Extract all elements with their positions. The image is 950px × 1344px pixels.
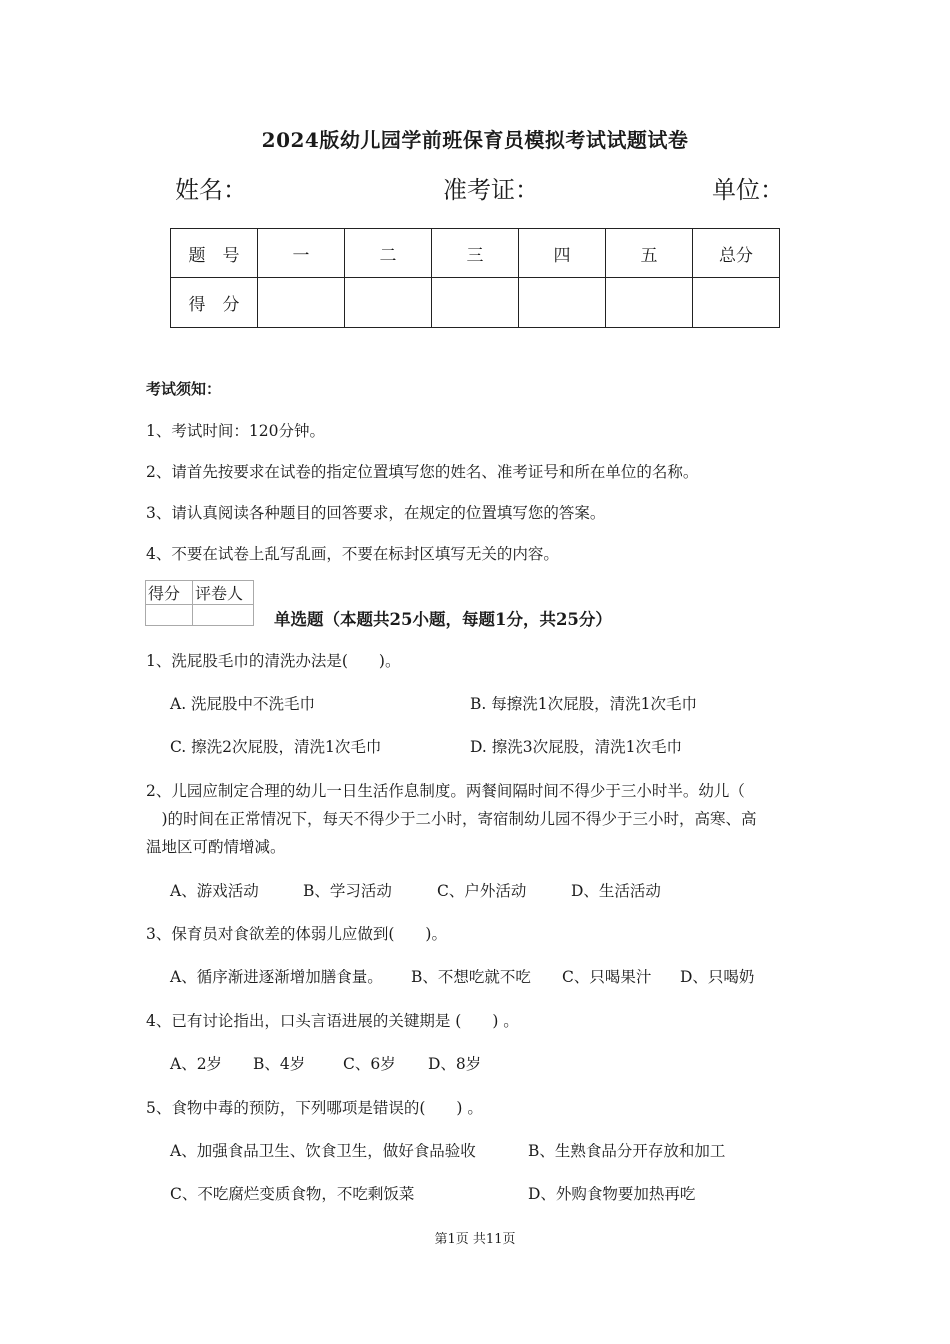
score-header-cell: 总分 [693, 229, 780, 278]
score-header-cell: 一 [258, 229, 345, 278]
answer-option[interactable]: B、学习活动 [303, 882, 392, 900]
question-stem: 4、已有讨论指出，口头言语进展的关键期是 ( ) 。 [146, 1012, 519, 1030]
grader-score-label: 得分 [146, 581, 193, 605]
section-title: 单选题（本题共25小题，每题1分，共25分） [274, 610, 612, 629]
question-stem: 3、保育员对食欲差的体弱儿应做到( )。 [146, 925, 447, 943]
exam-id-label: 准考证： [443, 176, 539, 204]
notice-item: 3、请认真阅读各种题目的回答要求，在规定的位置填写您的答案。 [146, 504, 606, 522]
question-stem: 5、食物中毒的预防，下列哪项是错误的( ) 。 [146, 1099, 483, 1117]
question-stem: )的时间在正常情况下，每天不得少于二小时，寄宿制幼儿园不得少于三小时，高寒、高 [146, 810, 757, 828]
score-row-label: 得 分 [171, 278, 258, 328]
answer-option[interactable]: A、2岁 [170, 1055, 223, 1073]
answer-option[interactable]: C、不吃腐烂变质食物，不吃剩饭菜 [170, 1185, 415, 1203]
score-header-cell: 二 [345, 229, 432, 278]
grader-name-cell[interactable] [193, 605, 254, 626]
answer-option[interactable]: A、加强食品卫生、饮食卫生，做好食品验收 [170, 1142, 476, 1160]
question-stem: 2、儿园应制定合理的幼儿一日生活作息制度。两餐间隔时间不得少于三小时半。幼儿（ [146, 782, 745, 800]
answer-option[interactable]: B、不想吃就不吃 [411, 968, 531, 986]
grader-score-cell[interactable] [146, 605, 193, 626]
question-stem: 温地区可酌情增减。 [146, 838, 286, 856]
answer-option[interactable]: C、只喝果汁 [562, 968, 652, 986]
unit-label: 单位： [712, 176, 784, 204]
answer-option[interactable]: B. 每擦洗1次屁股，清洗1次毛巾 [470, 695, 697, 713]
grader-name-label: 评卷人 [193, 581, 254, 605]
exam-title: 2024版幼儿园学前班保育员模拟考试试题试卷 [261, 128, 689, 152]
question-stem: 1、洗屁股毛巾的清洗办法是( )。 [146, 652, 401, 670]
answer-option[interactable]: C. 擦洗2次屁股，清洗1次毛巾 [170, 738, 382, 756]
notice-item: 2、请首先按要求在试卷的指定位置填写您的姓名、准考证号和所在单位的名称。 [146, 463, 699, 481]
score-cell[interactable] [519, 278, 606, 328]
score-table-header-row [171, 229, 780, 278]
score-header-cell: 五 [606, 229, 693, 278]
notice-item: 1、考试时间：120分钟。 [146, 422, 325, 440]
answer-option[interactable]: C、6岁 [343, 1055, 396, 1073]
answer-option[interactable]: C、户外活动 [437, 882, 527, 900]
score-table [170, 228, 780, 328]
score-cell[interactable] [432, 278, 519, 328]
score-header-cell: 题 号 [171, 229, 258, 278]
answer-option[interactable]: D、生活活动 [571, 882, 661, 900]
answer-option[interactable]: B、生熟食品分开存放和加工 [528, 1142, 726, 1160]
answer-option[interactable]: D、外购食物要加热再吃 [528, 1185, 696, 1203]
score-cell[interactable] [345, 278, 432, 328]
score-cell[interactable] [693, 278, 780, 328]
score-cell[interactable] [606, 278, 693, 328]
answer-option[interactable]: A. 洗屁股中不洗毛巾 [170, 695, 316, 713]
score-header-cell: 四 [519, 229, 606, 278]
answer-option[interactable]: D、8岁 [428, 1055, 482, 1073]
score-table-score-row [171, 278, 780, 328]
answer-option[interactable]: A、游戏活动 [170, 882, 259, 900]
answer-option[interactable]: D、只喝奶 [680, 968, 755, 986]
answer-option[interactable]: A、循序渐进逐渐增加膳食量。 [170, 968, 383, 986]
grader-box [145, 580, 254, 626]
notice-item: 4、不要在试卷上乱写乱画，不要在标封区填写无关的内容。 [146, 545, 559, 563]
score-cell[interactable] [258, 278, 345, 328]
page-footer: 第1页 共11页 [434, 1232, 516, 1247]
answer-option[interactable]: B、4岁 [253, 1055, 306, 1073]
notice-heading: 考试须知： [146, 380, 222, 398]
answer-option[interactable]: D. 擦洗3次屁股，清洗1次毛巾 [470, 738, 682, 756]
score-header-cell: 三 [432, 229, 519, 278]
name-label: 姓名： [175, 176, 247, 204]
